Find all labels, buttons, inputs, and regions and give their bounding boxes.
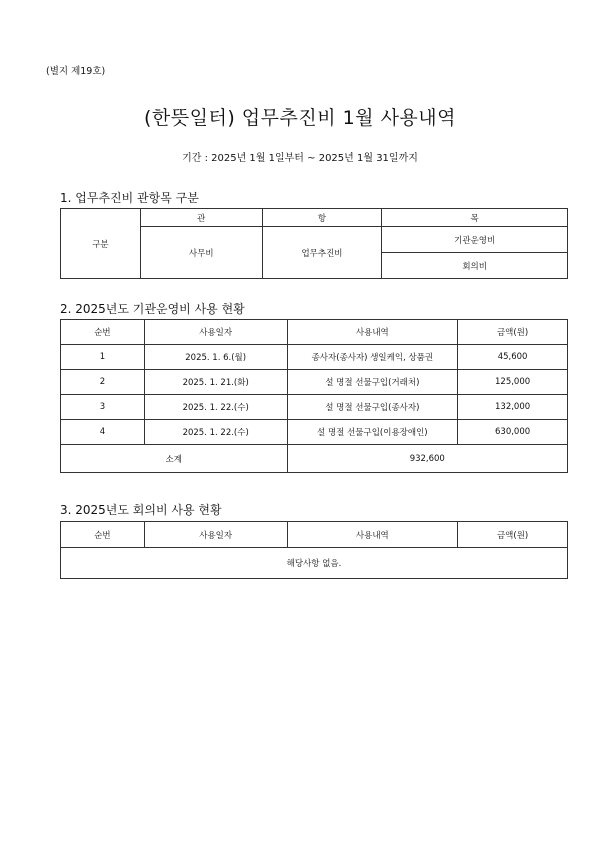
kwan-value: 사무비: [140, 227, 262, 279]
table-row: [61, 345, 568, 370]
row-date: 2025. 1. 6.(월): [144, 345, 287, 370]
subtotal-value: 932,600: [287, 445, 567, 473]
subtotal-label: 소계: [61, 445, 288, 473]
row-label-cell: 구분: [61, 209, 141, 279]
column-header: 사용내역: [287, 320, 458, 345]
mok-value: 회의비: [382, 253, 568, 279]
mok-value: 기관운영비: [382, 227, 568, 253]
row-description: 설 명절 선물구입(거래처): [287, 370, 458, 395]
hang-value: 업무추진비: [262, 227, 382, 279]
section2-heading: 2. 2025년도 기관운영비 사용 현황: [60, 302, 245, 316]
row-date: 2025. 1. 21.(화): [144, 370, 287, 395]
row-description: 설 명절 선물구입(이용장애인): [287, 420, 458, 445]
meeting-expense-table: [60, 521, 568, 579]
row-description: 종사자(종사자) 생일케익, 상품권: [287, 345, 458, 370]
row-number: 4: [61, 420, 145, 445]
table-row: [61, 420, 568, 445]
row-number: 2: [61, 370, 145, 395]
category-table: [60, 208, 568, 279]
row-description: 설 명절 선물구입(종사자): [287, 395, 458, 420]
row-amount: 630,000: [458, 420, 568, 445]
column-header: 사용일자: [144, 522, 287, 548]
row-amount: 132,000: [458, 395, 568, 420]
row-amount: 45,600: [458, 345, 568, 370]
column-header: 금액(원): [458, 522, 568, 548]
section3-heading: 3. 2025년도 회의비 사용 현황: [60, 503, 222, 517]
column-header: 순번: [61, 522, 145, 548]
operating-expense-table: [60, 319, 568, 473]
subtotal-row: [61, 445, 568, 473]
row-date: 2025. 1. 22.(수): [144, 420, 287, 445]
row-number: 1: [61, 345, 145, 370]
column-header: 사용내역: [287, 522, 458, 548]
header-mok: 목: [382, 209, 568, 227]
table-header-row: [61, 320, 568, 345]
section1-heading: 1. 업무추진비 관항목 구분: [60, 191, 199, 205]
table-header-row: [61, 522, 568, 548]
table-row: [61, 370, 568, 395]
empty-message: 해당사항 없음.: [61, 548, 568, 579]
column-header: 사용일자: [144, 320, 287, 345]
row-date: 2025. 1. 22.(수): [144, 395, 287, 420]
table-row: [61, 548, 568, 579]
document-title: (한뜻일터) 업무추진비 1월 사용내역: [144, 107, 456, 129]
form-number: (별지 제19호): [46, 66, 106, 77]
table-header-row: [61, 209, 568, 227]
row-amount: 125,000: [458, 370, 568, 395]
row-number: 3: [61, 395, 145, 420]
header-kwan: 관: [140, 209, 262, 227]
column-header: 순번: [61, 320, 145, 345]
header-hang: 항: [262, 209, 382, 227]
column-header: 금액(원): [458, 320, 568, 345]
table-row: [61, 395, 568, 420]
period-text: 기간 : 2025년 1월 1일부터 ~ 2025년 1월 31일까지: [182, 153, 418, 164]
